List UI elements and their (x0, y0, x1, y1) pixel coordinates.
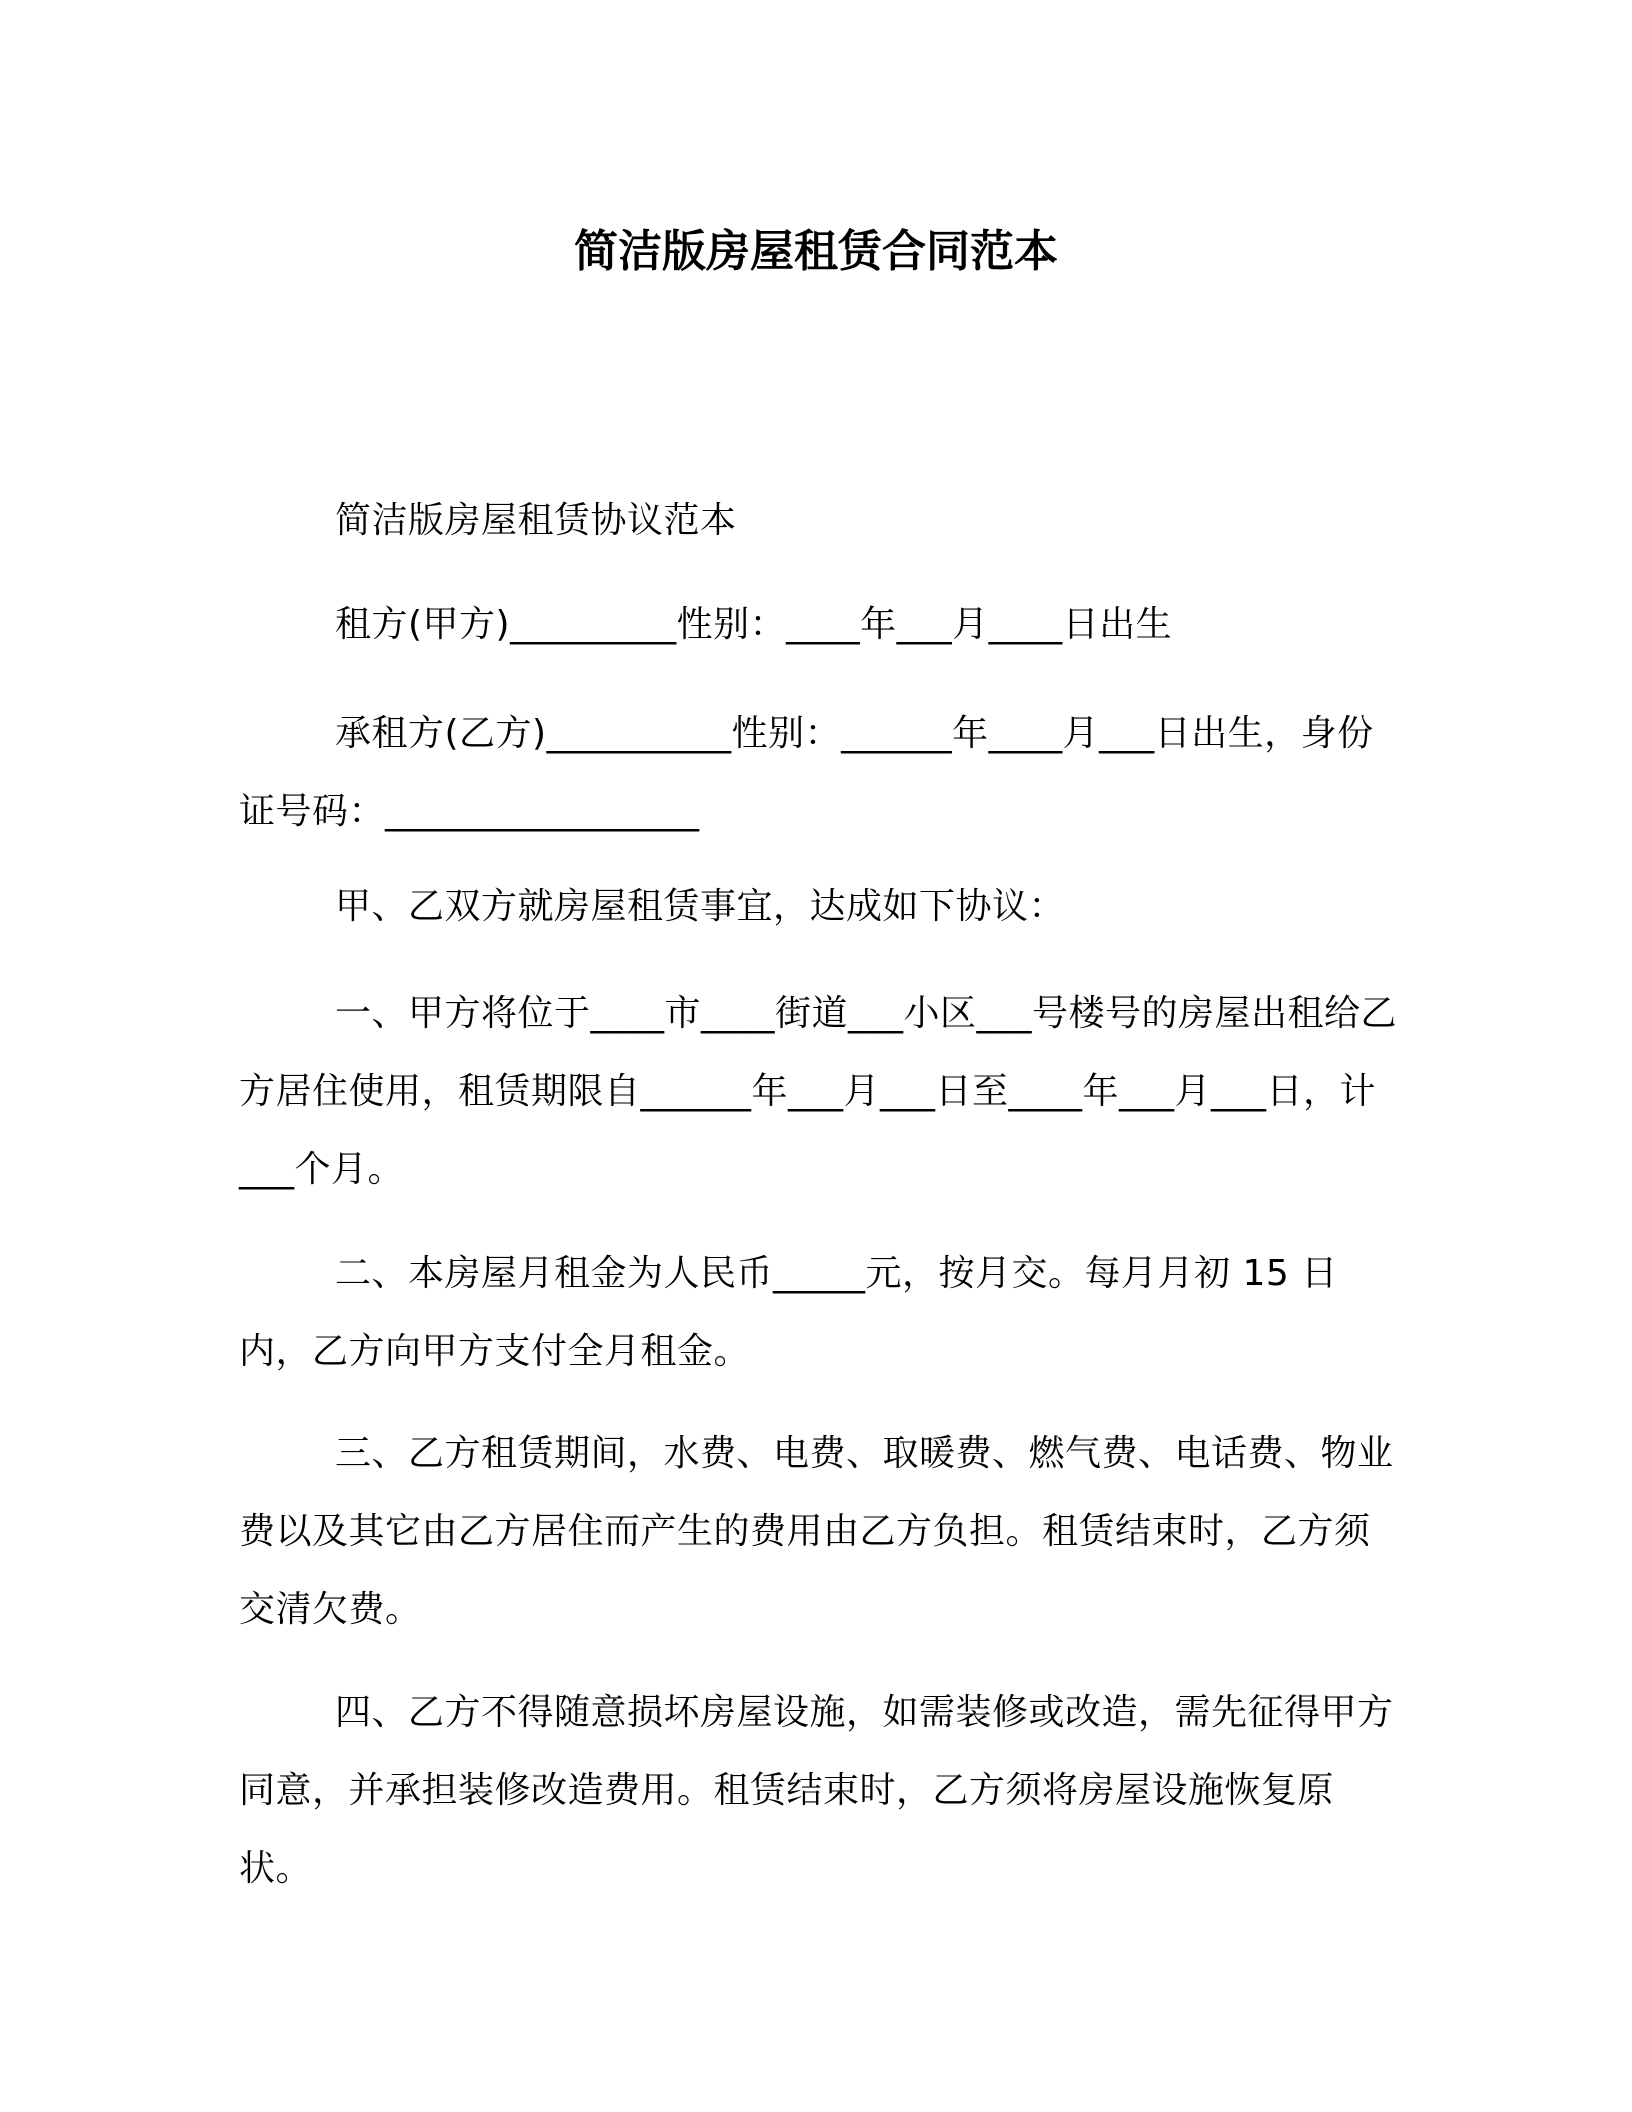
article-3: 三、乙方租赁期间，水费、电费、取暖费、燃气费、电话费、物业费以及其它由乙方居住而产生的费用由乙方负担。租赁结束时，乙方须交清欠费。 (239, 1433, 1394, 1630)
document-title: 简洁版房屋租赁合同范本 (574, 226, 1058, 277)
article-2: 二、本房屋月租金为人民币_____元，按月交。每月月初 15 日内，乙方向甲方支付全月租金。 (239, 1253, 1338, 1372)
article-4: 四、乙方不得随意损坏房屋设施，如需装修或改造，需先征得甲方同意，并承担装修改造费用。租赁结束时，乙方须将房屋设施恢复原状。 (239, 1692, 1394, 1889)
article-1: 一、甲方将位于____市____街道___小区___号楼号的房屋出租给乙方居住使用，租赁期限自______年___月___日至____年___月___日，计___个月。 (239, 993, 1398, 1190)
lessor-info-line: 租方(甲方)_________性别：____年___月____日出生 (335, 604, 1173, 645)
agreement-subtitle: 简洁版房屋租赁协议范本 (335, 500, 737, 541)
lessee-info-line: 承租方(乙方)__________性别：______年____月___日出生，身份证号码：_________________ (239, 713, 1374, 832)
agreement-intro: 甲、乙双方就房屋租赁事宜，达成如下协议： (335, 886, 1066, 927)
